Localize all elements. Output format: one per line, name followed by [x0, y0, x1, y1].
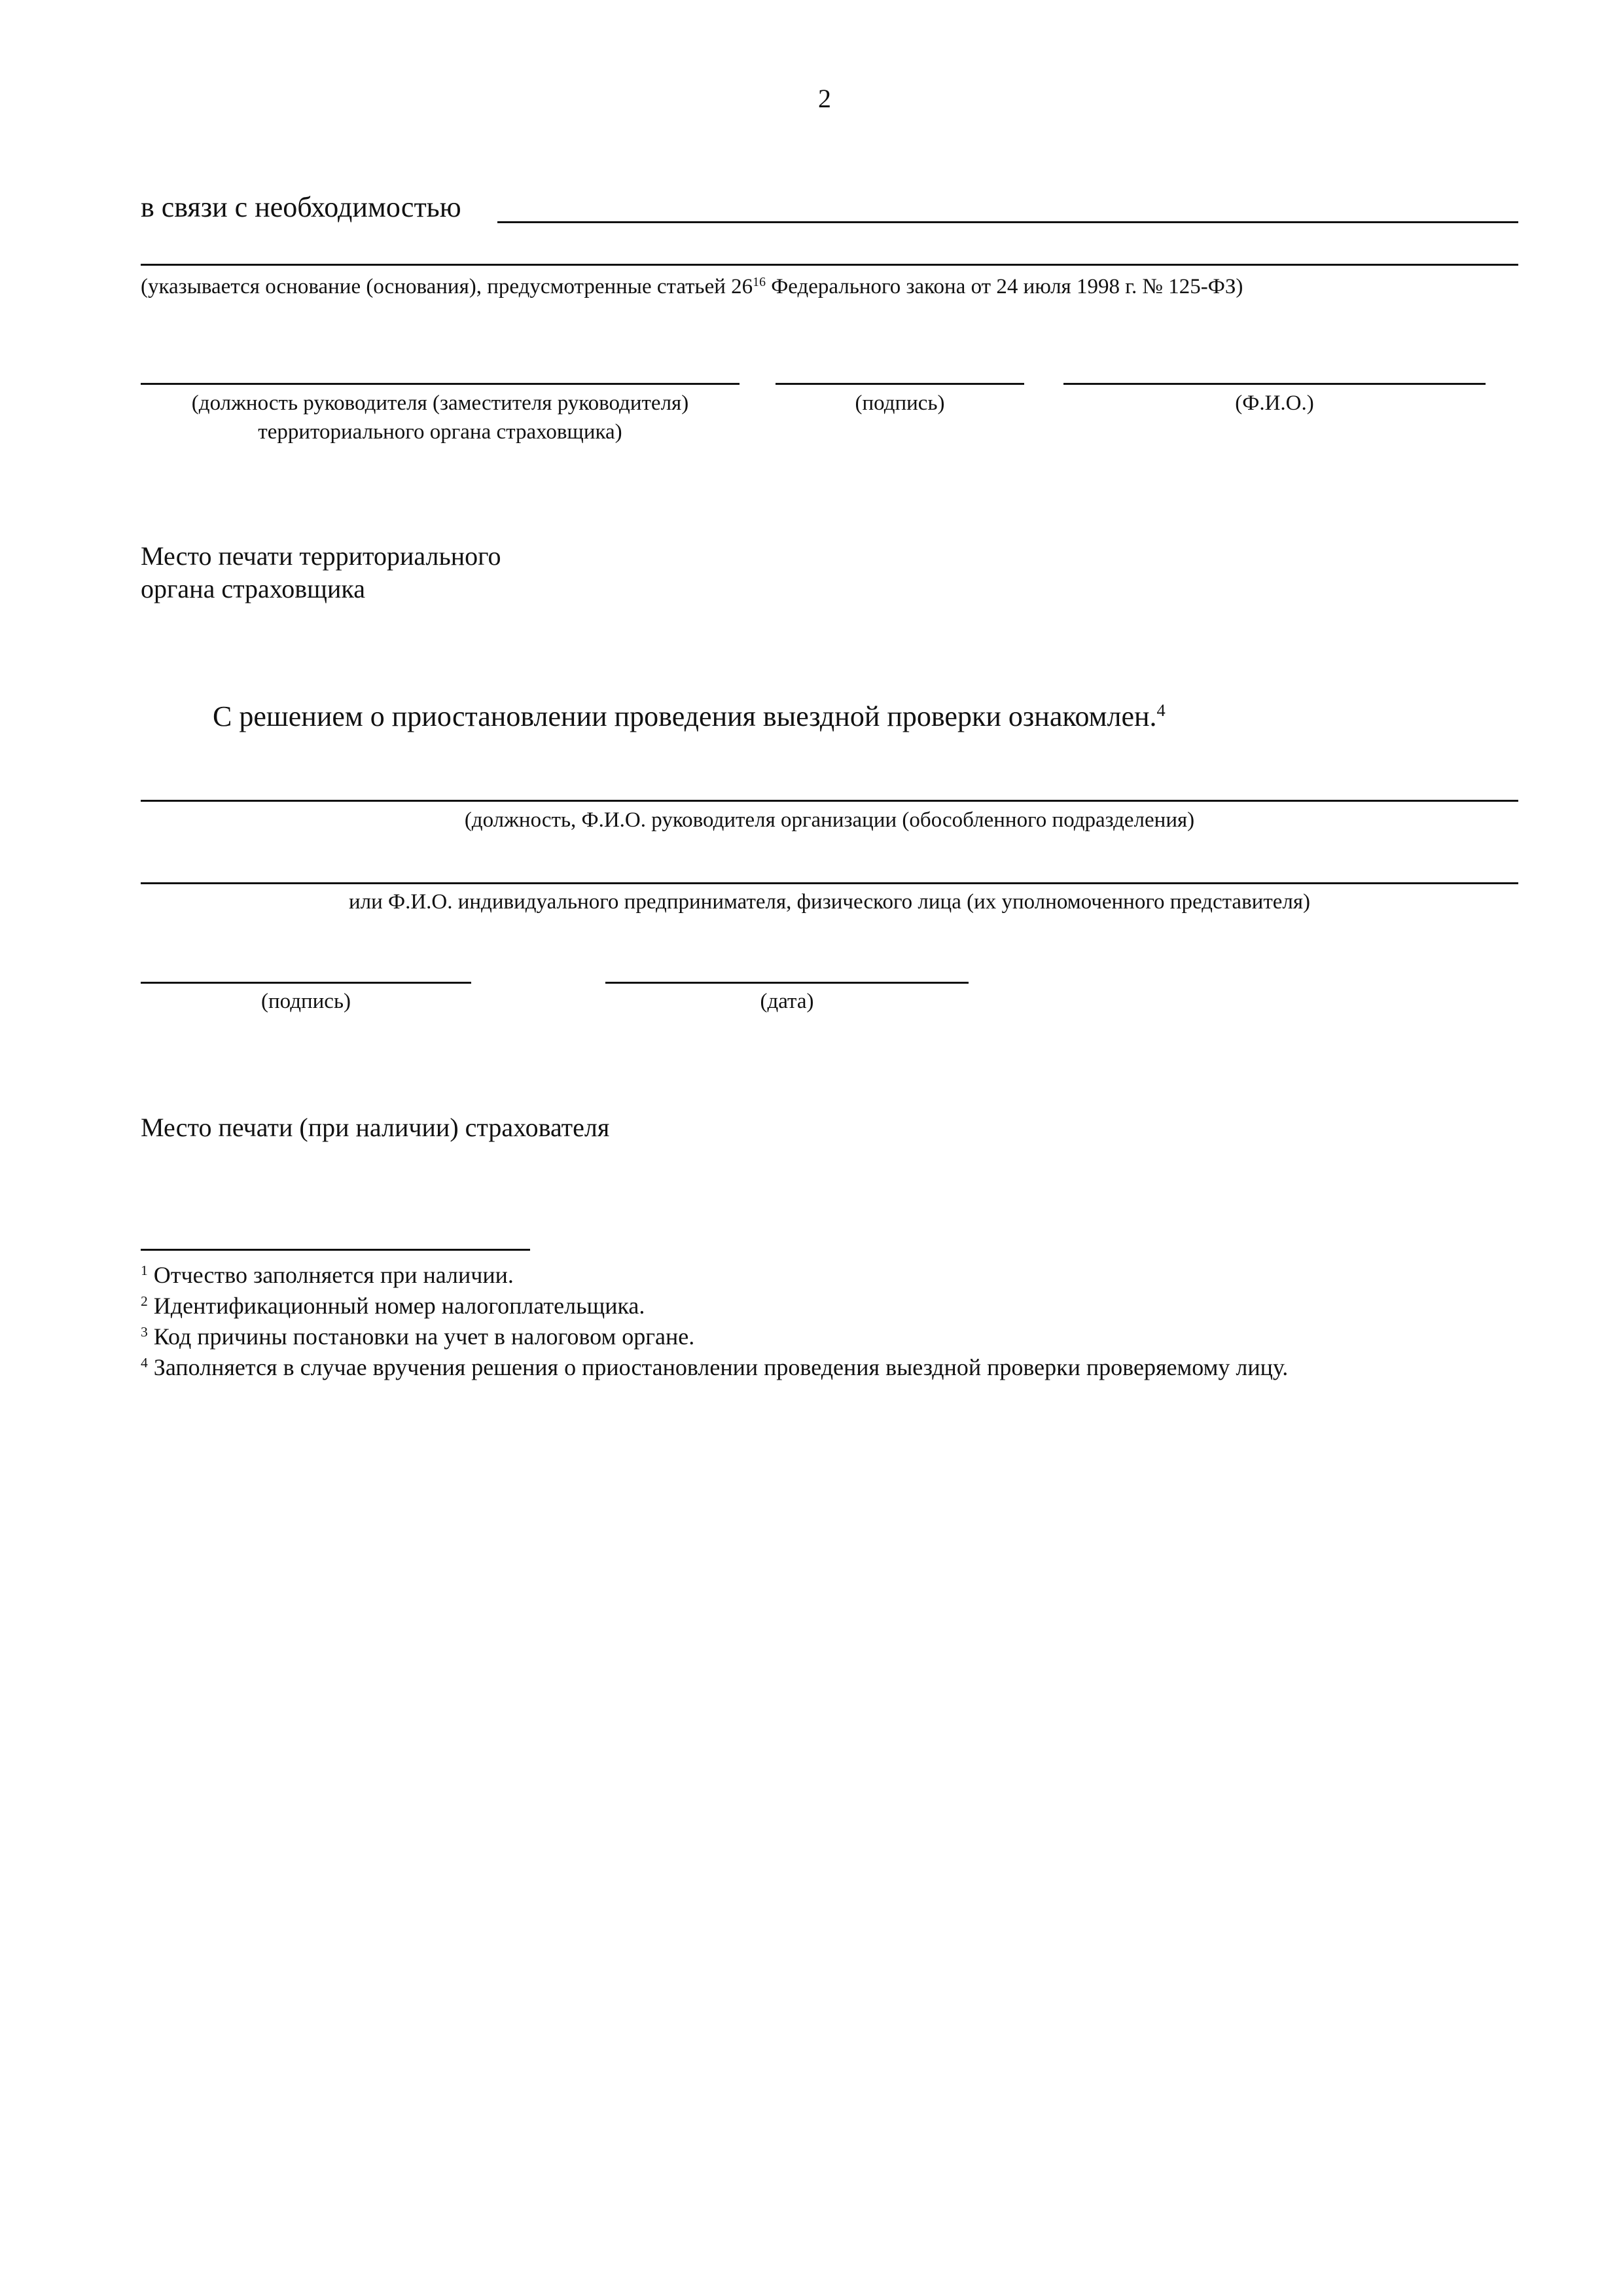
insurer-position-line — [141, 383, 740, 385]
insured-date-line — [605, 982, 969, 984]
insurer-seal-line-1: Место печати территориального — [141, 541, 501, 571]
insurer-signature-line — [776, 383, 1024, 385]
insurer-name-caption: (Ф.И.О.) — [1235, 391, 1314, 415]
insurer-position-caption-1: (должность руководителя (заместителя руководителя) — [191, 391, 689, 415]
basis-caption-sup: 16 — [753, 275, 766, 290]
basis-fill-line — [497, 221, 1518, 223]
footnote-3: $^3$ Код причины постановки на учет в налоговом органе. — [141, 1323, 695, 1350]
footnote-separator — [141, 1249, 530, 1251]
acknowledgement-sup: 4 — [1156, 700, 1166, 721]
insurer-position-caption-2: территориального органа страховщика) — [258, 420, 622, 444]
basis-fill-line-2 — [141, 264, 1518, 266]
insured-caption-1: (должность, Ф.И.О. руководителя организации (обособленного подразделения) — [464, 808, 1195, 832]
insured-seal-text: Место печати (при наличии) страхователя — [141, 1113, 610, 1142]
basis-label: в связи с необходимостью — [141, 191, 461, 223]
insured-name-line — [141, 882, 1518, 884]
insured-signature-caption: (подпись) — [261, 990, 351, 1013]
insured-date-caption: (дата) — [760, 990, 814, 1013]
page-number: 2 — [818, 84, 831, 113]
footnote-1: $^1$ Отчество заполняется при наличии. — [141, 1262, 514, 1288]
footnote-2: $^2$ Идентификационный номер налогоплательщика. — [141, 1293, 645, 1319]
basis-caption: (указывается основание (основания), предусмотренные статьей $26^{16}$ Федерального закона от 24 июля 1998 г. № 125-ФЗ) — [141, 275, 1243, 298]
insurer-name-line — [1063, 383, 1486, 385]
footnotes — [141, 1260, 1288, 1383]
insurer-signature-caption: (подпись) — [855, 391, 945, 415]
insurer-seal-line-2: органа страховщика — [141, 574, 365, 603]
footnote-4: $^4$ Заполняется в случае вручения решения о приостановлении проведения выездной проверки проверяемому лицу. — [141, 1354, 1289, 1380]
acknowledgement-text: С решением о приостановлении проведения выездной проверки ознакомлен.$^4$ — [213, 700, 1166, 732]
insured-signature-line — [141, 982, 471, 984]
insured-caption-2: или Ф.И.О. индивидуального предпринимателя, физического лица (их уполномоченного представителя) — [348, 890, 1311, 914]
insured-position-line — [141, 800, 1518, 802]
